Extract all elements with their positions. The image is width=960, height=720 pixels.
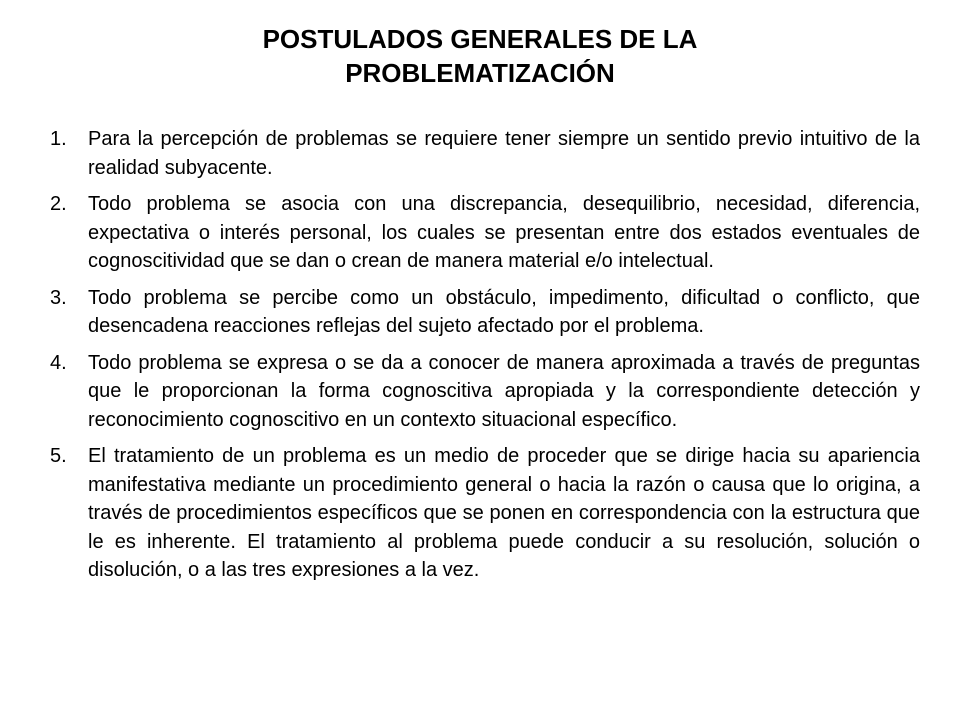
item-number: 3. <box>50 286 67 309</box>
item-number: 1. <box>50 128 67 150</box>
list-item <box>50 349 920 435</box>
list-item <box>50 190 920 276</box>
item-text: Todo problema se percibe como un obstáculo, impedimento, dificultad o conflicto, que desencadena reacciones reflejas del sujeto afectado por el problema. <box>88 286 920 337</box>
title-line-1: POSTULADOS GENERALES DE LA <box>262 24 698 54</box>
item-number: 5. <box>50 445 67 467</box>
list-item <box>50 125 920 182</box>
item-number: 4. <box>50 351 67 374</box>
slide-title <box>120 22 840 90</box>
item-text: Para la percepción de problemas se requiere tener siempre un sentido previo intuitivo de la realidad subyacente. <box>88 128 920 179</box>
list-item <box>50 284 920 341</box>
item-number: 2. <box>50 193 67 215</box>
item-text: Todo problema se expresa o se da a conocer de manera aproximada a través de preguntas que le proporcionan la forma cognoscitiva apropiada y la correspondiente detección y reconocimiento cognoscitivo en un contexto situacional específico. <box>88 351 920 431</box>
postulates-list <box>50 125 920 593</box>
title-line-2: PROBLEMATIZACIÓN <box>345 58 615 88</box>
list-item <box>50 442 920 585</box>
item-text: Todo problema se asocia con una discrepancia, desequilibrio, necesidad, diferencia, expectativa o interés personal, los cuales se presentan entre dos estados eventuales de cognoscitividad que se dan o crean de manera material e/o intelectual. <box>88 193 920 272</box>
item-text: El tratamiento de un problema es un medio de proceder que se dirige hacia su apariencia manifestativa mediante un procedimiento general o hacia la razón o causa que lo origina, a través de procedimientos específicos que se ponen en correspondencia con la estructura que le es inherente. El tratamiento al problema puede conducir a su resolución, solución o disolución, o a las tres expresiones a la vez. <box>88 445 920 581</box>
